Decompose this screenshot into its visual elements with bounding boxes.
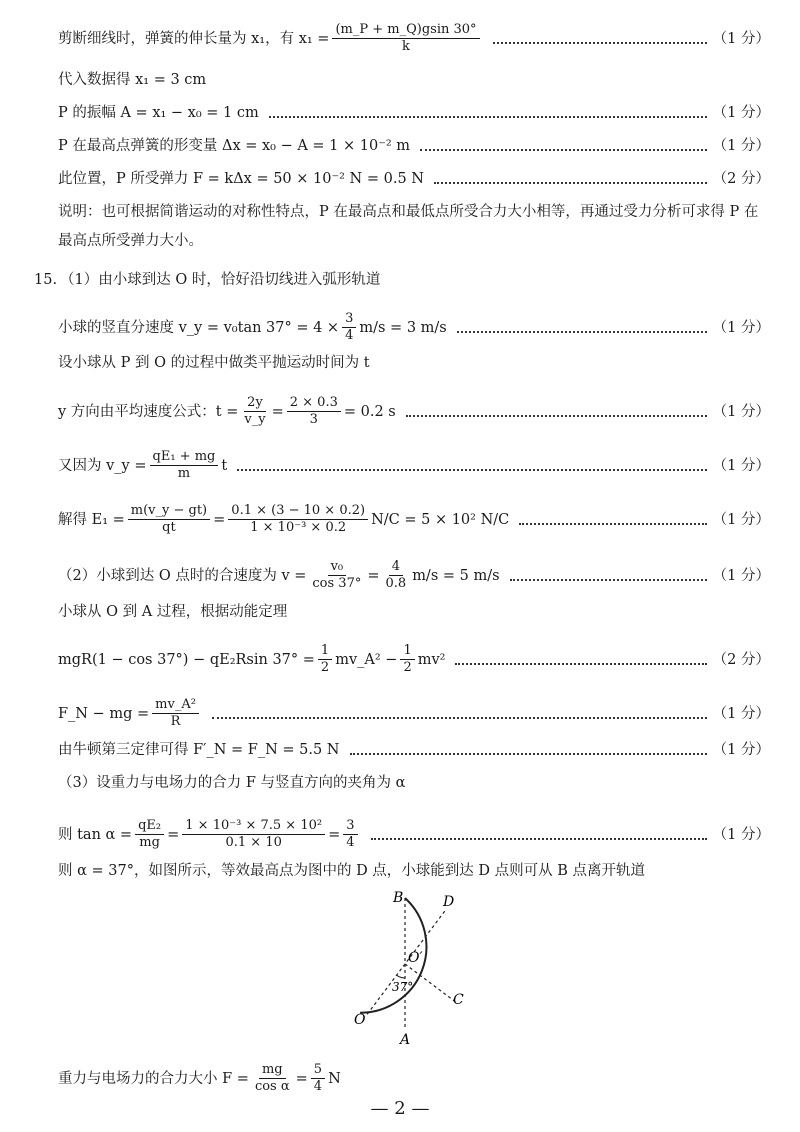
score-label: （1 分） (712, 742, 770, 758)
answer-line-kinetic-theorem: 小球从 O 到 A 过程，根据动能定理 (58, 604, 288, 620)
score-label: （1 分） (712, 567, 770, 584)
label-D: D (443, 894, 455, 910)
score-label: （1 分） (712, 826, 770, 843)
explanation-note: 说明：也可根据简谐运动的对称性特点，P 在最高点和最低点所受合力大小相等，再通过受力分析可求得 P 在最高点所受弹力大小。 (58, 204, 759, 249)
fraction: $\frac{0.1 \times (3 - 10 \times 0.2)}{\text{1 × 10⁻³ × 0.2}}$ (228, 503, 368, 536)
answer-line-part3-intro: （3）设重力与电场力的合力 F 与竖直方向的夹角为 α (58, 775, 406, 791)
score-label: （1 分） (712, 705, 770, 722)
score-label: （1 分） (712, 319, 770, 336)
leader-dots (350, 753, 707, 755)
leader-dots (406, 415, 707, 417)
fraction: $\frac{\text{qE₂}}{mg}$ (135, 818, 164, 851)
answer-line-time: y 方向由平均速度公式：t = $\frac{2y}{v\_y}$ = $\frac{2 \times 0.3}{3}$ = 0.2 s （1 分） (58, 395, 770, 427)
leader-dots (434, 182, 707, 184)
page-number: — 2 — (370, 1098, 430, 1119)
fraction: $\frac{\text{v₀}}{\cos 37^\circ}$ (312, 559, 362, 591)
score-label: （1 分） (712, 30, 770, 47)
answer-line-alpha-result: 则 α = 37°，如图所示，等效最高点为图中的 D 点，小球能到达 D 点则可从 B 点离开轨道 (58, 863, 646, 879)
answer-line-energy-equation: mgR(1 − cos 37°) − qE₂Rsin 37° = $\frac{1}{2}$ mv_A² − $\frac{1}{2}$ mv² （2 分） (58, 643, 770, 675)
question-15-part1-intro: （1）由小球到达 O 时，恰好沿切线进入弧形轨道 (60, 272, 381, 288)
fraction: $\frac{\text{1 × 10⁻³ × 7.5 × 10²}}{0.1 \times 10}$ (182, 818, 325, 851)
leader-dots (212, 717, 707, 719)
fraction: $\frac{mg}{\text{cos α}}$ (254, 1062, 290, 1094)
leader-dots (457, 331, 707, 333)
label-O-prime: O′ (408, 950, 423, 966)
leader-dots (510, 579, 707, 581)
label-A: A (400, 1032, 411, 1048)
leader-dots (269, 116, 707, 118)
fraction: $\frac{1}{2}$ (400, 643, 414, 676)
score-label: （1 分） (712, 457, 770, 474)
answer-line-elastic-force: 此位置，P 所受弹力 F = kΔx = 50 × 10⁻² N = 0.5 N （2 分） (58, 171, 770, 187)
score-label: （1 分） (712, 403, 770, 420)
fraction: $\frac{3}{4}$ (343, 818, 357, 851)
answer-line-time-assumption: 设小球从 P 到 O 的过程中做类平抛运动时间为 t (58, 355, 370, 371)
score-label: （1 分） (712, 511, 770, 528)
answer-line-vertical-velocity: 小球的竖直分速度 v_y = v₀tan 37° = 4 × $\frac{3}{4}$ m/s = 3 m/s （1 分） (58, 311, 770, 343)
answer-line-field-e1: 解得 E₁ = $\frac{m(v\_y - gt)}{qt}$ = $\frac{0.1 \times (3 - 10 \times 0.2)}{\text{1 × 10⁻³ × 0.2}}$ N/C = 5 × 10² N/C （1 分） (58, 503, 770, 535)
answer-line-spring-extension: 剪断细线时，弹簧的伸长量为 x₁，有 x₁ = $\frac{(m\_P + m\_Q)gsin 30^\circ}{k}$ （1 分） (58, 22, 770, 54)
leader-dots (493, 42, 707, 44)
fraction: $\frac{3}{4}$ (342, 311, 356, 344)
answer-line-normal-force: F_N − mg = $\frac{\text{mv\_A²}}{R}$ （1 分） (58, 697, 770, 729)
fraction: $\frac{1}{2}$ (318, 643, 332, 676)
fraction: $\frac{m(v\_y - gt)}{qt}$ (128, 503, 210, 536)
leader-dots (519, 523, 706, 525)
label-B: B (393, 890, 404, 906)
leader-dots (237, 469, 706, 471)
fraction: $\frac{\text{mv\_A²}}{R}$ (152, 697, 199, 730)
question-number: 15. (34, 272, 58, 288)
label-C: C (453, 992, 464, 1008)
score-label: （2 分） (712, 651, 770, 668)
leader-dots (420, 149, 707, 151)
track-diagram (330, 888, 490, 1048)
angle-arc (397, 975, 405, 978)
fraction: $\frac{5}{4}$ (311, 1062, 325, 1095)
label-angle: 37° (392, 980, 414, 994)
answer-line-newton-third: 由牛顿第三定律可得 F′_N = F_N = 5.5 N （1 分） (58, 742, 770, 758)
answer-line-resultant-force: 重力与电场力的合力大小 F = $\frac{mg}{\text{cos α}}$ = $\frac{5}{4}$ N (58, 1062, 341, 1094)
score-label: （1 分） (712, 105, 770, 121)
answer-line-vy-expression: 又因为 v_y = $\frac{\text{qE₁ + mg}}{m}$ t （1 分） (58, 449, 770, 481)
score-label: （1 分） (712, 138, 770, 154)
answer-line-tan-alpha: 则 tan α = $\frac{\text{qE₂}}{mg}$ = $\frac{\text{1 × 10⁻³ × 7.5 × 10²}}{0.1 \times 10}$ = $\frac{3}{4}$ （1 分） (58, 818, 770, 850)
label-O: O (354, 1012, 366, 1028)
fraction: $\frac{2 \times 0.3}{3}$ (287, 395, 341, 428)
fraction: $\frac{\text{qE₁ + mg}}{m}$ (150, 449, 219, 482)
answer-line-amplitude: P 的振幅 A = x₁ − x₀ = 1 cm （1 分） (58, 105, 770, 121)
fraction: $\frac{2y}{v\_y}$ (244, 395, 266, 427)
answer-line-substitute: 代入数据得 x₁ = 3 cm (58, 72, 207, 88)
answer-line-resultant-velocity: （2）小球到达 O 点时的合速度为 v = $\frac{\text{v₀}}{\cos 37^\circ}$ = $\frac{4}{0.8}$ m/s = 5 m/s （1 分） (58, 559, 770, 591)
fraction: $\frac{4}{0.8}$ (385, 559, 407, 591)
fraction: $\frac{(m\_P + m\_Q)gsin 30^\circ}{k}$ (332, 22, 479, 55)
leader-dots (455, 663, 706, 665)
score-label: （2 分） (712, 171, 770, 187)
answer-line-deformation: P 在最高点弹簧的形变量 Δx = x₀ − A = 1 × 10⁻² m （1 分） (58, 138, 770, 154)
leader-dots (371, 838, 707, 840)
